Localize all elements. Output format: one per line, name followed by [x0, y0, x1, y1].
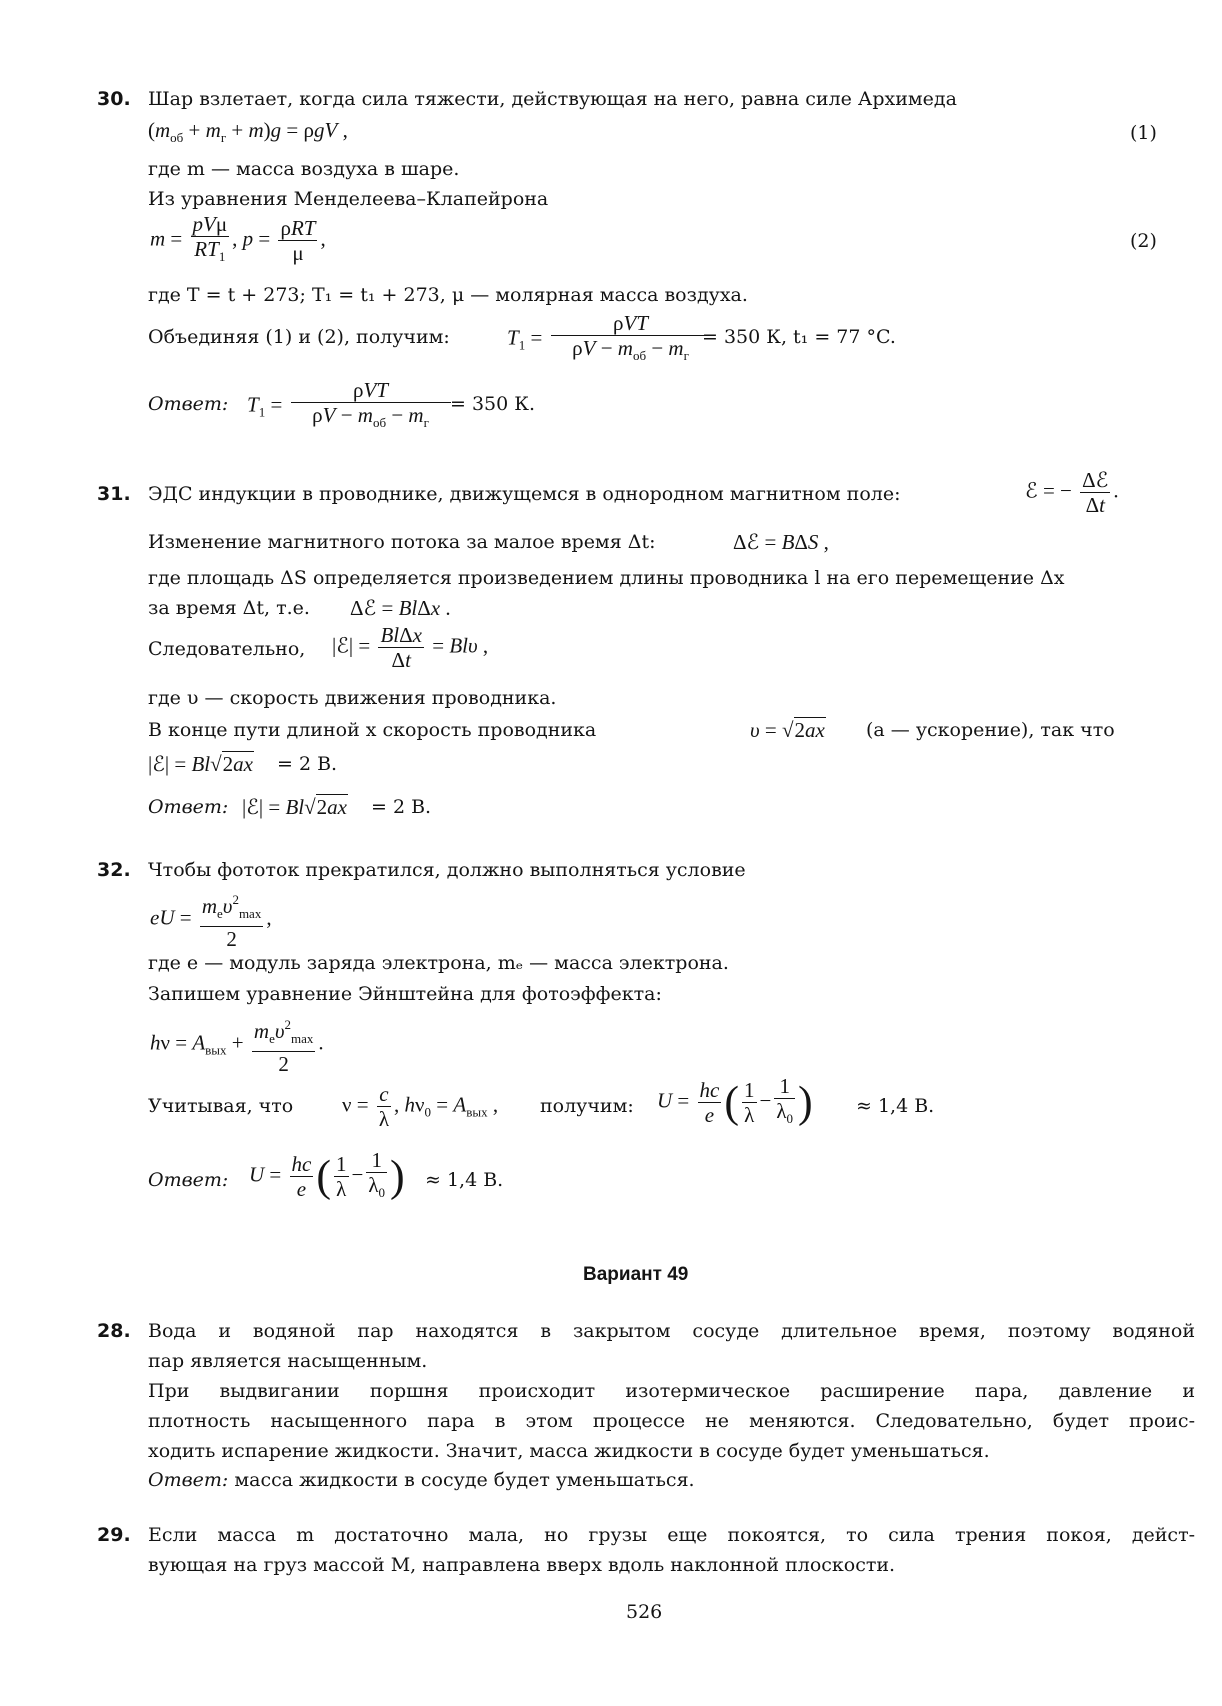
problem-31-line-2: Изменение магнитного потока за малое время Δt:	[148, 531, 656, 553]
formula-frequency-relations: ν = $\frac{c}{\lambda}$ , $h\nu_0 = A_{вых}$ ,	[342, 1082, 499, 1131]
formula-clapeyron: m = $\frac{\text{pVμ}}{RT_1}$ , p = $\frac{\text{ρRT}}{\mu}$ ,	[150, 212, 326, 269]
problem-31-answer-value: = 2 В.	[371, 796, 432, 818]
formula-emf-final: |ℰ| = Bl√2ax	[148, 752, 253, 776]
problem-28-answer-text: масса жидкости в сосуде будет уменьшаться.	[234, 1469, 695, 1491]
problem-30-line-3: Из уравнения Менделеева–Клапейрона	[148, 188, 549, 210]
problem-28-line-5: ходить испарение жидкости. Значит, масса жидкости в сосуде будет уменьшаться.	[148, 1440, 990, 1462]
problem-32-number: 32.	[97, 859, 131, 881]
problem-30-line-5-pre: Объединяя (1) и (2), получим:	[148, 326, 450, 348]
formula-answer-31: |ℰ| = Bl√2ax	[242, 795, 347, 819]
equation-number-1: (1)	[1130, 122, 1157, 144]
problem-30-line-2: где m — масса воздуха в шаре.	[148, 158, 460, 180]
problem-29-line-1: Если масса m достаточно мала, но грузы еще покоятся, то сила трения покоя, дейст-	[148, 1524, 1195, 1546]
formula-answer-32: U = $\frac{hc}{e}$ ( $\frac{1}{\lambda}$ − $\frac{1}{\lambda_0}$ )	[249, 1148, 405, 1205]
problem-32-line-3: Запишем уравнение Эйнштейна для фотоэффекта:	[148, 983, 662, 1005]
equation-number-2: (2)	[1130, 230, 1157, 252]
problem-32-line-4-mid: получим:	[540, 1095, 634, 1117]
formula-emf: ℰ = − $\frac{\text{Δℰ}}{\Delta t}$ .	[1025, 468, 1119, 517]
problem-28-line-1: Вода и водяной пар находятся в закрытом сосуде длительное время, поэтому водяной	[148, 1320, 1195, 1342]
formula-answer-30: $T_1$ = $\frac{\text{ρVT}}{\rho V - m_{об} - m_г}$	[247, 378, 454, 435]
formula-flux-change: Δℰ = BΔS ,	[733, 530, 829, 554]
problem-31-line-7-b: (a — ускорение), так что	[866, 719, 1115, 741]
problem-31-line-8: = 2 В.	[277, 753, 338, 775]
formula-stop-voltage: eU = $\frac{m_e\upsilon^2_{max}}{2}$ ,	[150, 892, 272, 951]
problem-30-line-1: Шар взлетает, когда сила тяжести, действующая на него, равна силе Архимеда	[148, 88, 957, 110]
problem-31-answer-label: Ответ:	[148, 796, 229, 818]
problem-31-number: 31.	[97, 483, 131, 505]
problem-32-answer-label: Ответ:	[148, 1169, 229, 1191]
problem-28-number: 28.	[97, 1320, 131, 1342]
problem-32-answer-value: ≈ 1,4 В.	[425, 1169, 504, 1191]
problem-31-line-6: где υ — скорость движения проводника.	[148, 687, 557, 709]
problem-28-line-2: пар является насыщенным.	[148, 1350, 428, 1372]
problem-31-line-1: ЭДС индукции в проводнике, движущемся в однородном магнитном поле:	[148, 483, 901, 505]
problem-28-answer: Ответ: масса жидкости в сосуде будет уменьшаться.	[148, 1469, 695, 1491]
formula-speed: υ = √2ax	[750, 718, 825, 742]
variant-title: Вариант 49	[583, 1264, 689, 1285]
problem-30-number: 30.	[97, 88, 131, 110]
problem-32-line-1: Чтобы фототок прекратился, должно выполняться условие	[148, 859, 746, 881]
problem-31-line-3: где площадь ΔS определяется произведением длины проводника l на его перемещение Δx	[148, 567, 1065, 589]
formula-einstein: $h\nu = A_{вых}$ + $\frac{m_e\upsilon^2_{max}}{2}$ .	[150, 1017, 324, 1076]
problem-29-line-2: вующая на груз массой M, направлена вверх вдоль наклонной плоскости.	[148, 1554, 896, 1576]
page-number: 526	[626, 1601, 663, 1623]
problem-28-line-4: плотность насыщенного пара в этом процессе не меняются. Следовательно, будет проис-	[148, 1410, 1195, 1432]
problem-31-line-4: за время Δt, т.е.	[148, 597, 310, 619]
formula-flux-area: Δℰ = BlΔx .	[350, 596, 451, 620]
problem-30-line-4: где T = t + 273; T₁ = t₁ + 273, μ — молярная масса воздуха.	[148, 284, 748, 306]
problem-31-line-7-a: В конце пути длиной x скорость проводника	[148, 719, 597, 741]
problem-30-line-5-post: = 350 К, t₁ = 77 °C.	[702, 326, 896, 348]
problem-30-answer-label: Ответ:	[148, 393, 229, 415]
formula-emf-modulus: |ℰ| = $\frac{\text{BlΔx}}{\Delta t}$ = Blυ ,	[332, 623, 489, 672]
formula-voltage-result: U = $\frac{hc}{e}$ ( $\frac{1}{\lambda}$ − $\frac{1}{\lambda_0}$ )	[657, 1074, 813, 1131]
problem-32-line-4-post: ≈ 1,4 В.	[856, 1095, 935, 1117]
problem-32-line-4-pre: Учитывая, что	[148, 1095, 294, 1117]
problem-29-number: 29.	[97, 1524, 131, 1546]
formula-t1-result: $T_1$ = $\frac{\text{ρVT}}{\rho V - m_{об} - m_г}$	[507, 311, 714, 368]
problem-28-answer-label: Ответ	[148, 1469, 222, 1491]
problem-30-answer-value: = 350 К.	[450, 393, 536, 415]
formula-archimedes-balance: $(m_{об} + m_г + m)g = \rho gV$ ,	[148, 118, 348, 145]
problem-31-line-5: Следовательно,	[148, 638, 306, 660]
problem-32-line-2: где e — модуль заряда электрона, mₑ — масса электрона.	[148, 952, 729, 974]
problem-28-line-3: При выдвигании поршня происходит изотермическое расширение пара, давление и	[148, 1380, 1195, 1402]
